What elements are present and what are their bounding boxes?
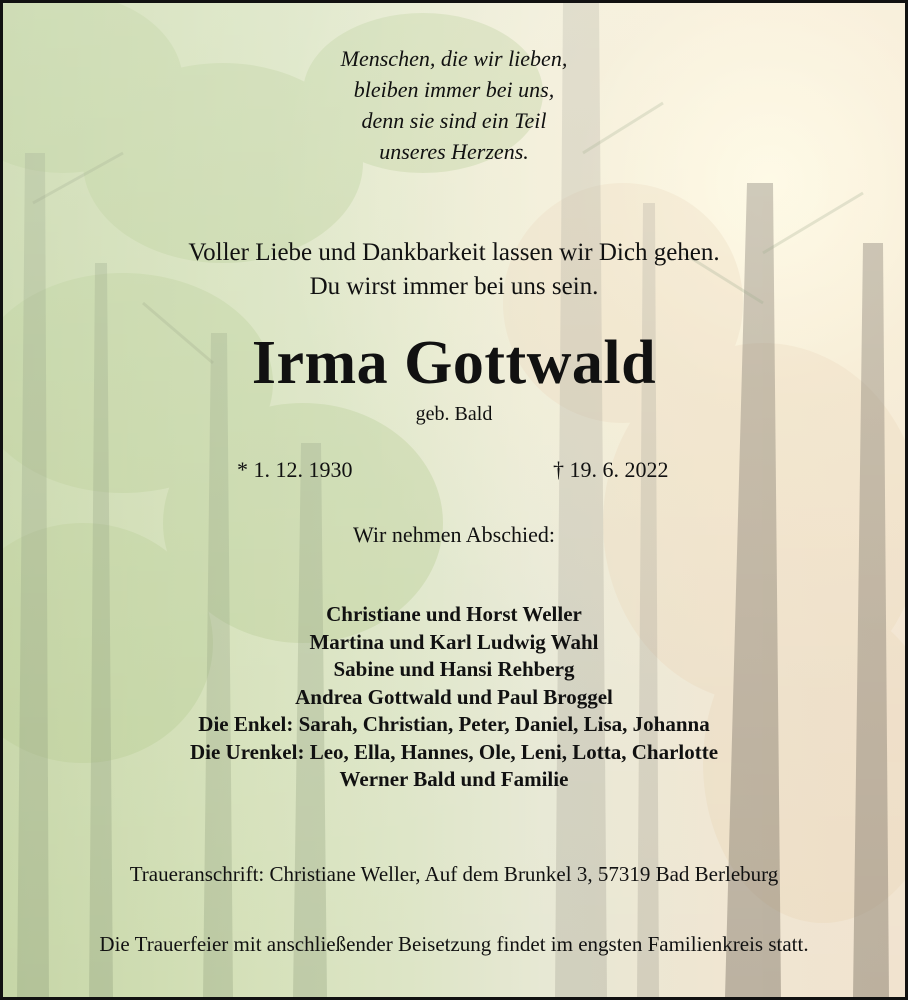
poem (3, 43, 905, 167)
notice-content (3, 3, 905, 997)
farewell-heading: Wir nehmen Abschied: (353, 522, 555, 547)
mourner-entry: Die Enkel: Sarah, Christian, Peter, Daniel, Lisa, Johanna (198, 712, 710, 736)
intro-line: Voller Liebe und Dankbarkeit lassen wir Dich gehen. (188, 239, 720, 266)
poem-line: denn sie sind ein Teil (361, 108, 547, 133)
poem-line: Menschen, die wir lieben, (340, 46, 568, 71)
ceremony-note: Die Trauerfeier mit anschließender Beisetzung findet im engsten Familienkreis statt. (99, 932, 809, 956)
mourner-entry: Die Urenkel: Leo, Ella, Hannes, Ole, Leni, Lotta, Charlotte (189, 739, 719, 764)
mourner-entry: Sabine und Hansi Rehberg (333, 657, 575, 681)
birth-date: * 1. 12. 1930 (237, 457, 353, 482)
mourning-address: Traueranschrift: Christiane Weller, Auf dem Brunkel 3, 57319 Bad Berleburg (129, 862, 779, 886)
mourner-entry: Martina und Karl Ludwig Wahl (309, 629, 599, 654)
death-date: † 19. 6. 2022 (553, 457, 669, 482)
maiden-name: geb. Bald (415, 403, 493, 425)
mourner-entry: Andrea Gottwald und Paul Broggel (295, 684, 613, 709)
poem-line: unseres Herzens. (379, 139, 529, 164)
mourner-entry: Christiane und Horst Weller (326, 602, 582, 626)
mourner-entry: Werner Bald und Familie (339, 767, 569, 791)
intro-line: Du wirst immer bei uns sein. (309, 273, 599, 300)
poem-line: bleiben immer bei uns, (353, 77, 555, 102)
deceased-name: Irma Gottwald (251, 329, 657, 397)
mourners-list (3, 601, 905, 794)
intro-text (3, 236, 905, 304)
